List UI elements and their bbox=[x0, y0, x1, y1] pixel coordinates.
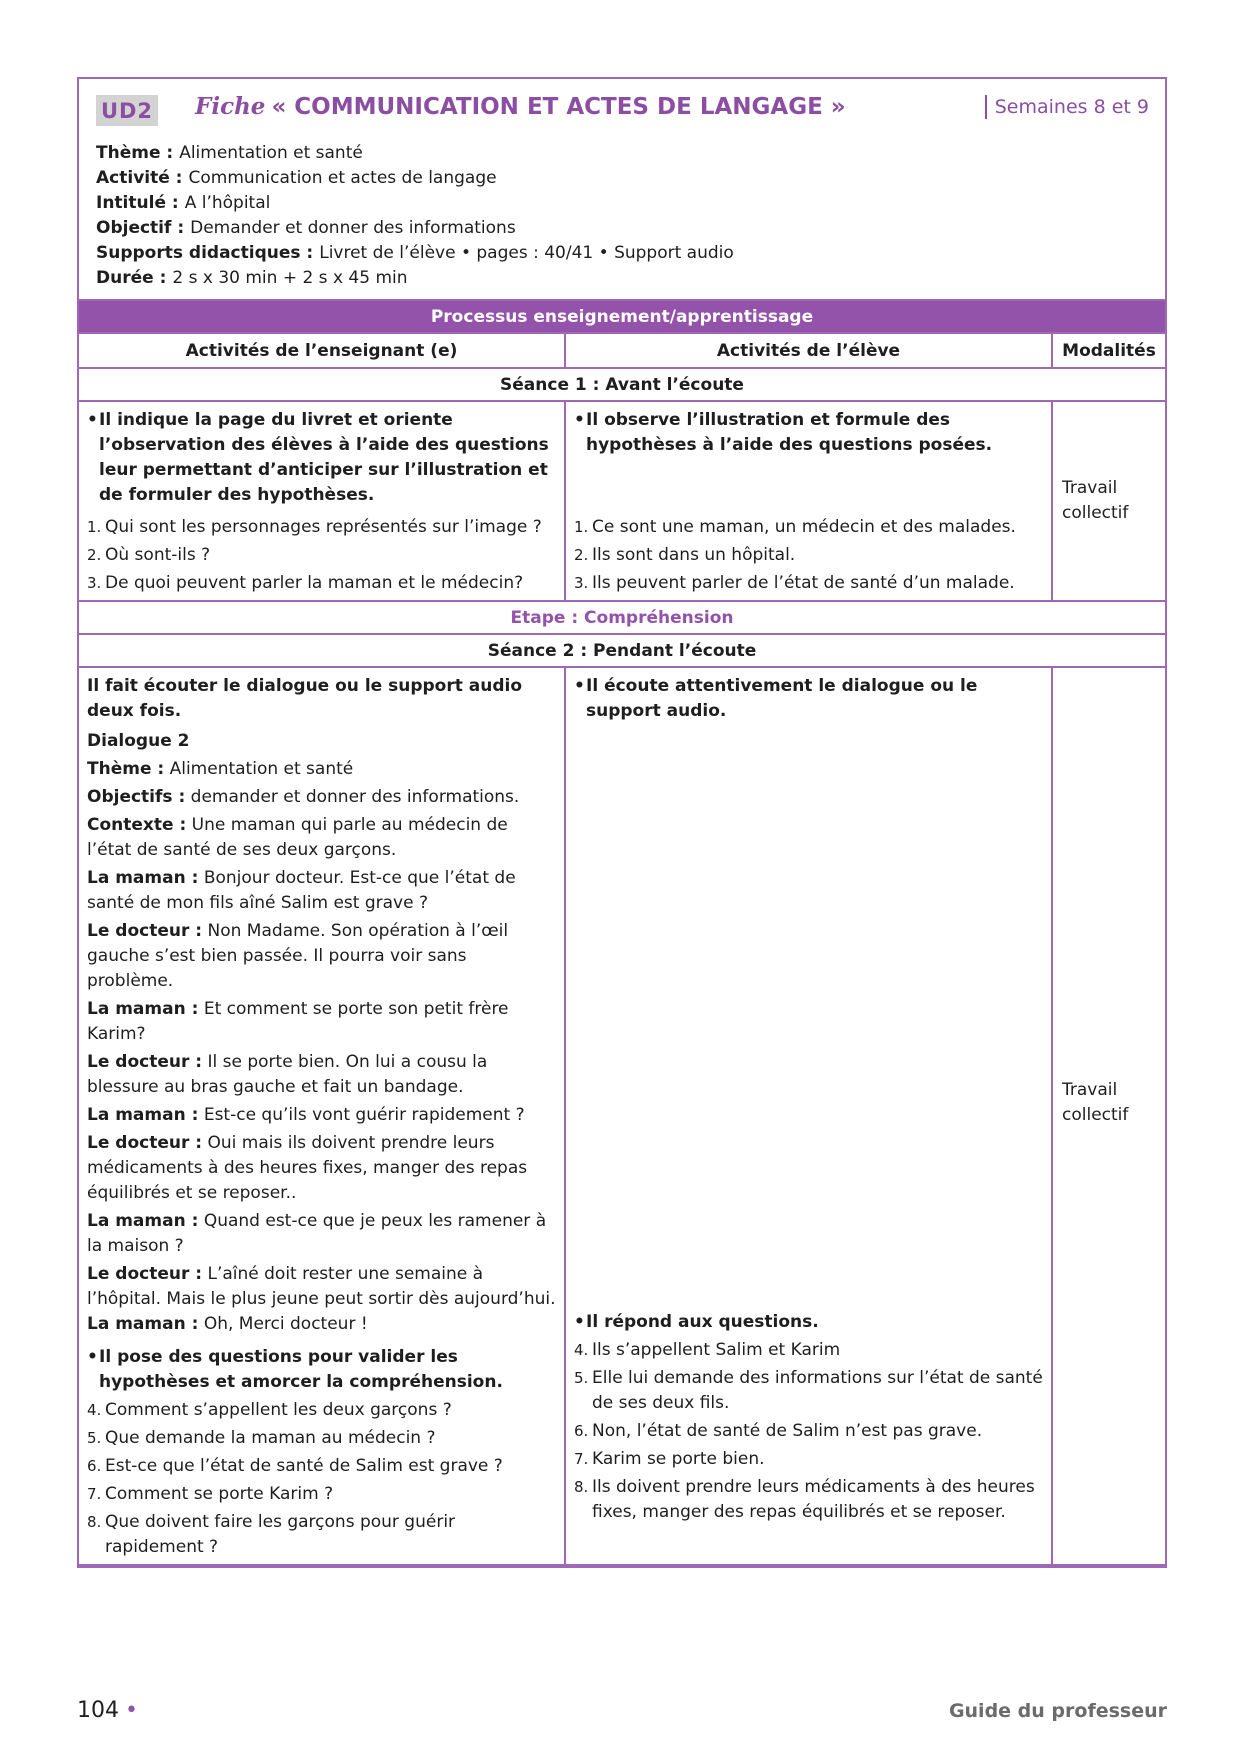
teacher-bullet: • Il pose des questions pour valider les hypothèses et amorcer la compréhension. bbox=[87, 1347, 503, 1392]
dialogue-line: Le docteur : Il se porte bien. On lui a cousu la blessure au bras gauche et fait un bandage. bbox=[87, 1052, 488, 1097]
fiche-title-text: « COMMUNICATION ET ACTES DE LANGAGE » bbox=[271, 94, 846, 120]
dialogue-line: Le docteur : Non Madame. Son opération à l’œil gauche s’est bien passée. Il pourra voir sans problème. bbox=[87, 921, 509, 991]
dialogue-line: Le docteur : L’aîné doit rester une semaine à l’hôpital. Mais le plus jeune peut sortir dès aujourd’hui. bbox=[87, 1264, 556, 1309]
seance-1-teacher bbox=[79, 402, 566, 600]
student-bullet: • Il écoute attentivement le dialogue ou le support audio. bbox=[574, 676, 978, 721]
dialogue-text bbox=[87, 757, 556, 1337]
seance-2-teacher bbox=[79, 668, 566, 1564]
dialogue-line: La maman : Oh, Merci docteur ! bbox=[87, 1314, 368, 1334]
seance-2-title: Séance 2 : Pendant l’écoute bbox=[79, 635, 1165, 668]
dialogue-line: La maman : Et comment se porte son petit frère Karim? bbox=[87, 999, 509, 1044]
meta-row: Durée : 2 s x 30 min + 2 s x 45 min bbox=[96, 268, 408, 288]
weeks-label: Semaines 8 et 9 bbox=[985, 95, 1149, 119]
meta-row: Activité : Communication et actes de langage bbox=[96, 168, 497, 188]
meta-info bbox=[96, 141, 734, 291]
seance-1-title: Séance 1 : Avant l’écoute bbox=[79, 369, 1165, 402]
seance-2-modality: Travail collectif bbox=[1062, 1080, 1129, 1125]
dialogue-line: Thème : Alimentation et santé bbox=[87, 759, 354, 779]
answer-item: 5. Elle lui demande des informations sur l’état de santé de ses deux fils. bbox=[574, 1368, 1043, 1413]
meta-row: Intitulé : A l’hôpital bbox=[96, 193, 271, 213]
dialogue-line: La maman : Est-ce qu’ils vont guérir rapidement ? bbox=[87, 1105, 525, 1125]
fiche-header bbox=[79, 79, 1165, 301]
answer-item: 8. Ils doivent prendre leurs médicaments à des heures fixes, manger des repas équilibrés et se reposer. bbox=[574, 1477, 1035, 1522]
dialogue-line: Le docteur : Oui mais ils doivent prendre leurs médicaments à des heures fixes, manger des repas équilibrés et se reposer.. bbox=[87, 1133, 528, 1203]
question-item: 4. Comment s’appellent les deux garçons ? bbox=[87, 1400, 452, 1420]
meta-row: Supports didactiques : Livret de l’élève • pages : 40/41 • Support audio bbox=[96, 243, 734, 263]
etape-title: Etape : Compréhension bbox=[79, 602, 1165, 635]
teacher-bullet: • Il indique la page du livret et oriente l’observation des élèves à l’aide des questions leur permettant d’anticiper sur l’illustration et de formuler des hypothèses. bbox=[87, 410, 549, 505]
meta-row: Thème : Alimentation et santé bbox=[96, 143, 363, 163]
answer-item: 3. Ils peuvent parler de l’état de santé d’un malade. bbox=[574, 573, 1015, 593]
question-item: 5. Que demande la maman au médecin ? bbox=[87, 1428, 436, 1448]
dialogue-line: Objectifs : demander et donner des informations. bbox=[87, 787, 520, 807]
dialogue-line: La maman : Bonjour docteur. Est-ce que l’état de santé de mon fils aîné Salim est grave ? bbox=[87, 868, 516, 913]
student-bullet: • Il observe l’illustration et formule des hypothèses à l’aide des questions posées. bbox=[574, 410, 993, 455]
question-item: 3. De quoi peuvent parler la maman et le médecin? bbox=[87, 573, 524, 593]
col-modalities: Modalités bbox=[1062, 340, 1156, 361]
column-headers bbox=[79, 334, 1165, 369]
unit-badge: UD2 bbox=[96, 95, 158, 126]
question-item: 6. Est-ce que l’état de santé de Salim est grave ? bbox=[87, 1456, 503, 1476]
seance-1-modality: Travail collectif bbox=[1062, 478, 1129, 523]
answer-item: 6. Non, l’état de santé de Salim n’est pas grave. bbox=[574, 1421, 983, 1441]
meta-row: Objectif : Demander et donner des informations bbox=[96, 218, 516, 238]
dialogue-line: La maman : Quand est-ce que je peux les ramener à la maison ? bbox=[87, 1211, 547, 1256]
question-item: 8. Que doivent faire les garçons pour guérir rapidement ? bbox=[87, 1512, 456, 1557]
dialogue-line: Contexte : Une maman qui parle au médecin de l’état de santé de ses deux garçons. bbox=[87, 815, 508, 860]
question-item: 2. Où sont-ils ? bbox=[87, 545, 211, 565]
page-number: 104 • bbox=[77, 1698, 138, 1723]
col-student: Activités de l’élève bbox=[566, 334, 1053, 367]
answer-item: 7. Karim se porte bien. bbox=[574, 1449, 765, 1469]
fiche-title bbox=[195, 93, 846, 120]
process-bar: Processus enseignement/apprentissage bbox=[79, 301, 1165, 334]
seance-2-student bbox=[566, 668, 1053, 1564]
col-teacher: Activités de l’enseignant (e) bbox=[79, 334, 566, 367]
fiche-frame bbox=[77, 77, 1167, 1568]
seance-1-student bbox=[566, 402, 1053, 600]
answer-item: 4. Ils s’appellent Salim et Karim bbox=[574, 1340, 841, 1360]
question-item: 7. Comment se porte Karim ? bbox=[87, 1484, 334, 1504]
seance-1-row bbox=[79, 402, 1165, 602]
footer-guide: Guide du professeur bbox=[948, 1700, 1167, 1722]
fiche-word: Fiche bbox=[195, 93, 266, 120]
dialogue-title: Dialogue 2 bbox=[87, 731, 190, 751]
question-item: 1. Qui sont les personnages représentés sur l’image ? bbox=[87, 517, 542, 537]
seance-2-row bbox=[79, 668, 1165, 1566]
teacher-intro: Il fait écouter le dialogue ou le support audio deux fois. bbox=[87, 676, 523, 721]
answer-item: 1. Ce sont une maman, un médecin et des malades. bbox=[574, 517, 1016, 537]
answer-item: 2. Ils sont dans un hôpital. bbox=[574, 545, 796, 565]
student-bullet: • Il répond aux questions. bbox=[574, 1312, 819, 1332]
